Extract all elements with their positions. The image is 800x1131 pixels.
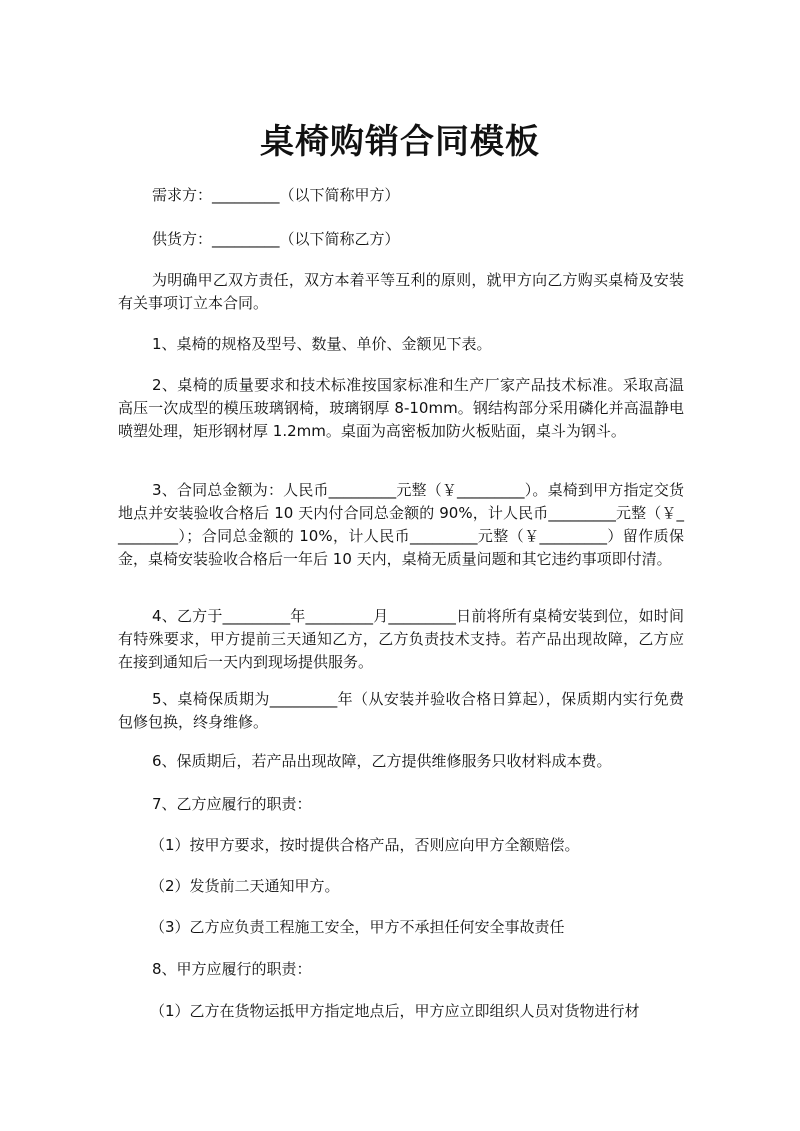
clause-8-item-1: （1）乙方在货物运抵甲方指定地点后，甲方应立即组织人员对货物进行材 <box>150 1002 640 1020</box>
clause-7-item-3: （3）乙方应负责工程施工安全，甲方不承担任何安全事故责任 <box>150 918 565 936</box>
document-title: 桌椅购销合同模板 <box>260 122 540 162</box>
clause-7-item-1: （1）按甲方要求，按时提供合格产品，否则应向甲方全额赔偿。 <box>150 836 580 854</box>
clause-7: 7、乙方应履行的职责： <box>152 795 312 813</box>
clause-5: 5、桌椅保质期为_________年（从安装并验收合格日算起），保质期内实行免费包修包换，终身维修。 <box>118 690 684 731</box>
clause-2: 2、桌椅的质量要求和技术标准按国家标准和生产厂家产品技术标准。采取高温高压一次成型的模压玻璃钢椅，玻璃钢厚 8-10mm。钢结构部分采用磷化并高温静电喷塑处理，矩形钢材厚 1.2mm。桌面为高密板加防火板贴面，桌斗为钢斗。 <box>118 376 684 440</box>
clause-6: 6、保质期后，若产品出现故障，乙方提供维修服务只收材料成本费。 <box>152 752 612 770</box>
clause-7-item-2: （2）发货前二天通知甲方。 <box>150 877 340 895</box>
clause-4: 4、乙方于_________年_________月_________日前将所有桌椅安装到位，如时间有特殊要求，甲方提前三天通知乙方，乙方负责技术支持。若产品出现故障，乙方应在接到通知后一天内到现场提供服务。 <box>118 607 684 671</box>
clause-8: 8、甲方应履行的职责： <box>152 960 312 978</box>
clause-3: 3、合同总金额为：人民币_________元整（￥_________）。桌椅到甲方指定交货地点并安装验收合格后 10 天内付合同总金额的 90%，计人民币_________元整（￥_________）；合同总金额的 10%，计人民币_________元整（￥_________）留作质保金，桌椅安装验收合格后一年后 10 天内，桌椅无质量问题和其它违约事项即付清。 <box>118 481 684 568</box>
intro-paragraph: 为明确甲乙双方责任，双方本着平等互利的原则，就甲方向乙方购买桌椅及安装有关事项订立本合同。 <box>118 271 684 312</box>
seller-line: 供货方：_________（以下简称乙方） <box>152 230 400 248</box>
clause-1: 1、桌椅的规格及型号、数量、单价、金额见下表。 <box>152 335 492 353</box>
buyer-line: 需求方：_________（以下简称甲方） <box>152 186 400 204</box>
